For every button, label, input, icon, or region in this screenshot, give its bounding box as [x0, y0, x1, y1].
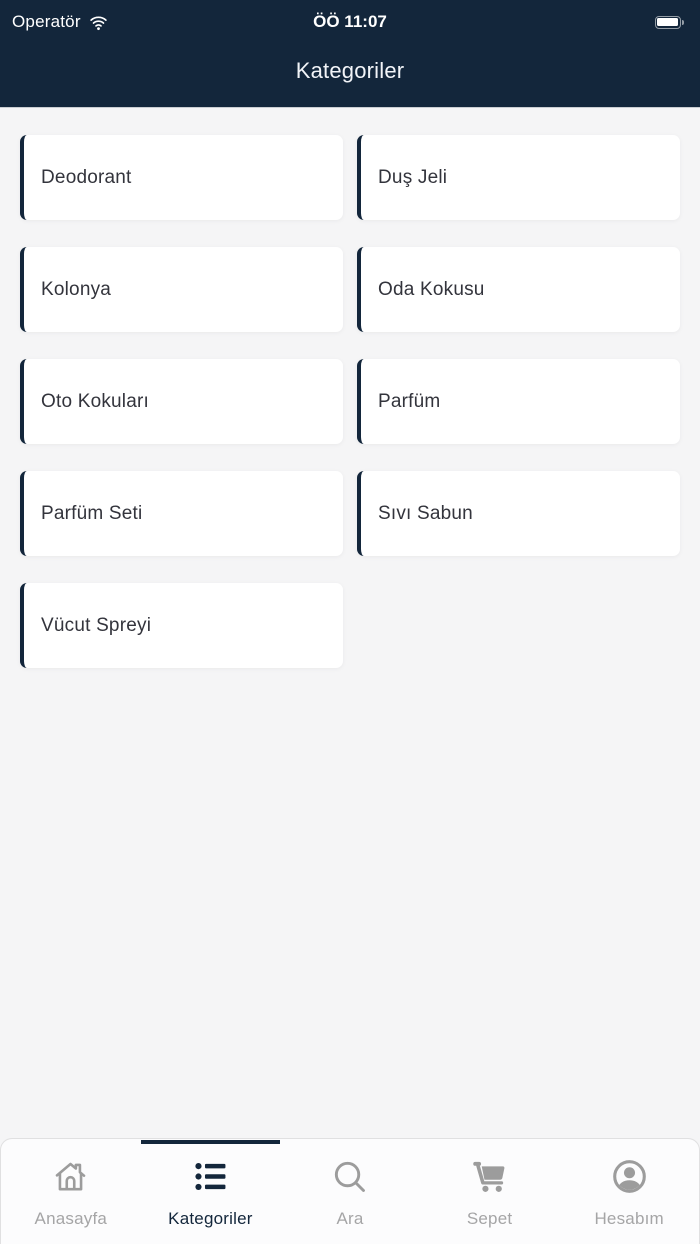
active-tab-indicator	[141, 1140, 281, 1144]
cart-icon	[470, 1157, 509, 1196]
wifi-icon	[88, 14, 109, 31]
category-card-deodorant[interactable]	[20, 135, 343, 220]
app-header	[0, 0, 700, 108]
tab-label: Sepet	[466, 1209, 513, 1228]
tab-kategoriler[interactable]	[141, 1139, 281, 1244]
tab-bar	[0, 1138, 700, 1244]
category-card-oto-kokulari[interactable]	[20, 359, 343, 444]
category-label: Kolonya	[41, 278, 112, 300]
list-icon	[191, 1157, 230, 1196]
page-title: Kategoriler	[295, 57, 405, 83]
tab-ara[interactable]	[280, 1139, 420, 1244]
status-time: ÖÖ 11:07	[313, 12, 387, 31]
category-label: Deodorant	[41, 166, 132, 188]
tab-label: Anasayfa	[34, 1209, 108, 1228]
category-label: Oto Kokuları	[41, 390, 150, 412]
home-icon	[51, 1157, 90, 1196]
battery-icon	[655, 16, 685, 29]
category-label: Parfüm Seti	[41, 502, 143, 524]
category-card-sivi-sabun[interactable]	[357, 471, 680, 556]
category-card-vucut-spreyi[interactable]	[20, 583, 343, 668]
category-label: Sıvı Sabun	[378, 502, 473, 524]
search-icon	[330, 1157, 369, 1196]
tab-sepet[interactable]	[420, 1139, 560, 1244]
category-card-dus-jeli[interactable]	[357, 135, 680, 220]
category-card-oda-kokusu[interactable]	[357, 247, 680, 332]
tab-hesabim[interactable]	[559, 1139, 699, 1244]
tab-anasayfa[interactable]	[1, 1139, 141, 1244]
tab-label: Hesabım	[594, 1209, 664, 1228]
category-label: Parfüm	[378, 390, 441, 412]
status-bar	[0, 0, 700, 40]
category-grid	[0, 108, 700, 668]
tab-label: Ara	[336, 1209, 364, 1228]
category-label: Oda Kokusu	[378, 278, 485, 300]
tab-label: Kategoriler	[168, 1209, 253, 1228]
category-card-kolonya[interactable]	[20, 247, 343, 332]
category-card-parfum[interactable]	[357, 359, 680, 444]
carrier-label: Operatör	[12, 12, 81, 31]
category-label: Vücut Spreyi	[41, 614, 152, 636]
account-icon	[610, 1157, 649, 1196]
category-card-parfum-seti[interactable]	[20, 471, 343, 556]
category-label: Duş Jeli	[378, 166, 448, 188]
